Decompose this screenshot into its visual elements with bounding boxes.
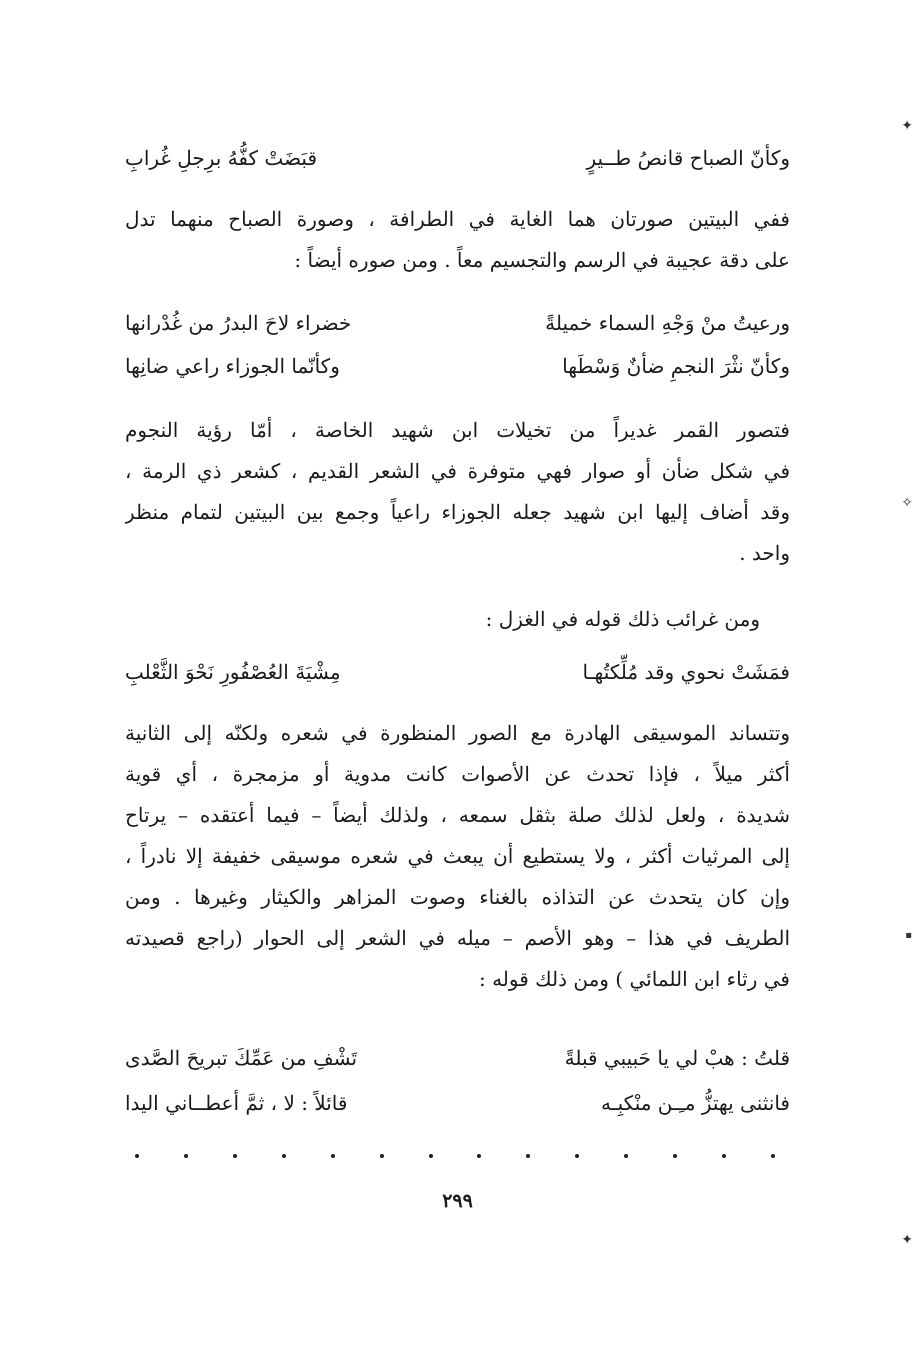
ellipsis-dot xyxy=(135,1154,139,1158)
ellipsis-dot xyxy=(282,1154,286,1158)
verse-second-hemistich: تَشْفِ من عَمِّكَ تبريحَ الصَّدى xyxy=(125,1046,358,1070)
paragraph-line: شديدة ، ولعل لذلك صلة بثقل سمعه ، ولذلك أيضاً – فيما أعتقده – يرتاح xyxy=(125,803,790,827)
scan-speck-icon: ✦ xyxy=(901,118,913,134)
poem-verse xyxy=(125,138,790,178)
verse-first-hemistich: وكأنّ نثْرَ النجمِ ضأنٌ وَسْطَها xyxy=(562,354,790,378)
ellipsis-dot xyxy=(233,1154,237,1158)
paragraph-line: وقد أضاف إليها ابن شهيد جعله الجوزاء راعياً وجمع بين البيتين لتمام منظر xyxy=(125,500,790,524)
scan-speck-icon: ▪ xyxy=(905,930,912,941)
ellipsis-dot xyxy=(429,1154,433,1158)
paragraph-line: ومن غرائب ذلك قوله في الغزل : xyxy=(485,607,760,631)
ellipsis-dot xyxy=(575,1154,579,1158)
paragraph-line: في شكل ضأن أو صوار فهي متوفرة في الشعر القديم ، كشعر ذي الرمة ، xyxy=(125,459,790,483)
paragraph xyxy=(125,599,790,640)
paragraph-line: واحد . xyxy=(739,541,790,565)
ellipsis-dot xyxy=(722,1154,726,1158)
paragraph-line: في رثاء ابن اللمائي ) ومن ذلك قوله : xyxy=(478,967,790,991)
ellipsis-dot xyxy=(673,1154,677,1158)
poem-verse xyxy=(125,1083,790,1123)
verse-first-hemistich: فانثنى يهتزُّ مـِـن منْكبِـه xyxy=(601,1091,790,1115)
ellipsis-dot xyxy=(380,1154,384,1158)
poem-verse xyxy=(125,1038,790,1078)
poem-verse xyxy=(125,303,790,343)
verse-first-hemistich: فمَشَتْ نحوي وقد مُلِّكتُهـا xyxy=(582,660,790,684)
paragraph xyxy=(125,713,790,1000)
verse-first-hemistich: ورعيتُ منْ وَجْهِ السماء خميلةً xyxy=(545,311,790,335)
ellipsis-dot xyxy=(331,1154,335,1158)
paragraph-line: الطريف في هذا – وهو الأصم – ميله في الشعر إلى الحوار (راجع قصيدته xyxy=(125,926,790,950)
poem-verse xyxy=(125,652,790,692)
ellipsis-dot xyxy=(526,1154,530,1158)
scan-speck-icon: ✧ xyxy=(901,495,913,511)
poem-verse xyxy=(125,346,790,386)
paragraph-line: إلى المرثيات أكثر ، ولا يستطيع أن يبعث في شعره موسيقى خفيفة إلا نادراً ، xyxy=(125,844,790,868)
ellipsis-dot xyxy=(771,1154,775,1158)
paragraph-line: ففي البيتين صورتان هما الغاية في الطرافة ، وصورة الصباح منهما تدل xyxy=(125,207,790,231)
paragraph-line: فتصور القمر غديراً من تخيلات ابن شهيد الخاصة ، أمّا رؤية النجوم xyxy=(125,418,790,442)
paragraph xyxy=(125,199,790,281)
ellipsis-dot xyxy=(477,1154,481,1158)
scan-speck-icon: ✦ xyxy=(901,1232,913,1248)
verse-second-hemistich: مِشْيَةَ العُصْفُورِ نَحْوَ الثَّعْلبِ xyxy=(125,660,341,684)
paragraph-line: وإن كان يتحدث عن التذاذه بالغناء وصوت المزاهر والكيثار وغيرها . ومن xyxy=(125,885,790,909)
verse-first-hemistich: وكأنّ الصباح قانصُ طــيرٍ xyxy=(586,146,790,170)
ellipsis-divider xyxy=(135,1146,775,1166)
paragraph xyxy=(125,410,790,574)
paragraph-line: وتتساند الموسيقى الهادرة مع الصور المنظورة في شعره ولكنّه إلى الثانية xyxy=(125,721,790,745)
ellipsis-dot xyxy=(624,1154,628,1158)
verse-second-hemistich: قبَضَتْ كفُّهُ برِجلِ غُرابِ xyxy=(125,146,318,170)
page-number: ٢٩٩ xyxy=(442,1190,473,1212)
verse-second-hemistich: قائلاً : لا ، ثمَّ أعطــاني اليدا xyxy=(125,1091,348,1115)
ellipsis-dot xyxy=(184,1154,188,1158)
verse-second-hemistich: خضراء لاحَ البدرُ من غُدْرانها xyxy=(125,311,352,335)
paragraph-line: على دقة عجيبة في الرسم والتجسيم معاً . ومن صوره أيضاً : xyxy=(294,248,790,272)
paragraph-line: أكثر ميلاً ، فإذا تحدث عن الأصوات كانت مدوية أو مزمجرة ، أي قوية xyxy=(125,762,790,786)
verse-second-hemistich: وكأنّما الجوزاء راعي ضانِها xyxy=(125,354,340,378)
verse-first-hemistich: قلتُ : هبْ لي يا حَبيبي قبلةً xyxy=(564,1046,790,1070)
